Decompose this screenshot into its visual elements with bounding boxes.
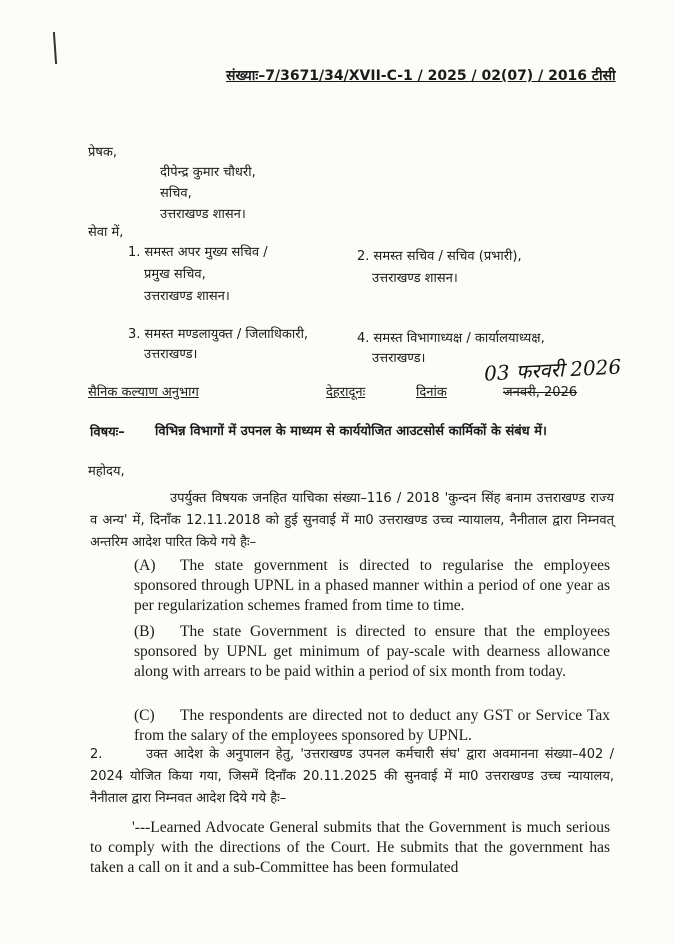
order-c-text: The respondents are directed not to deduct any GST or Service Tax from the salary of the employees sponsored by UPNL.: [134, 707, 610, 744]
recipient-1-line2: प्रमुख सचिव,: [144, 267, 206, 282]
date-printed: जनवरी, 2026: [503, 385, 578, 400]
sender-name: दीपेन्द्र कुमार चौधरी,: [160, 165, 256, 180]
order-b-text: The state Government is directed to ensure that the employees sponsored by UPNL get minimum of pay-scale with dearness allowance along with arrears to be paid within a period of six month from today.: [134, 623, 610, 680]
place: देहरादूनः: [326, 385, 366, 400]
paragraph-2: [90, 744, 614, 810]
order-c: [134, 706, 610, 746]
paragraph-1: उपर्युक्त विषयक जनहित याचिका संख्या–116 / 2018 'कुन्दन सिंह बनाम उत्तराखण्ड राज्य व अन्य' में, दिनाँक 12.11.2018 को हुई सुनवाई में मा0 उत्तराखण्ड उच्च न्यायालय, नैनीताल द्वारा निम्नवत् अन्तरिम आदेश पारित किये गये हैः–: [90, 491, 614, 550]
recipient-1-line3: उत्तराखण्ड शासन।: [144, 289, 230, 304]
date-label: दिनांक: [416, 385, 447, 400]
subject-label: विषयः–: [90, 425, 125, 440]
recipient-2-line1: 2. समस्त सचिव / सचिव (प्रभारी),: [357, 249, 522, 264]
recipients-label: सेवा में,: [88, 225, 124, 240]
recipient-1-line1: 1. समस्त अपर मुख्य सचिव /: [128, 245, 268, 260]
handwritten-date: 03 फरवरी 2026: [483, 354, 622, 386]
order-a-text: The state government is directed to regularise the employees sponsored through UPNL in a phased manner within a period of one year as per regularization schemes framed from time to time.: [134, 557, 610, 614]
order-a-label: (A): [134, 557, 156, 574]
paragraph-2-number: 2.: [90, 747, 103, 762]
subject-text: विभिन्न विभागों में उपनल के माध्यम से कार्ययोजित आउटसोर्स कार्मिकों के संबंध में।: [155, 424, 547, 439]
recipient-3-line1: 3. समस्त मण्डलायुक्त / जिलाधिकारी,: [128, 327, 309, 342]
salutation: महोदय,: [88, 464, 125, 479]
pen-mark: [53, 32, 57, 64]
court-quote: '---Learned Advocate General submits that the Government is much serious to comply with the directions of the Court. He submits that the government has taken a call on it and a sub-Committee has been formulated: [90, 819, 610, 876]
recipient-4-line2: उत्तराखण्ड।: [372, 351, 426, 366]
order-a: [134, 556, 610, 616]
section-name: सैनिक कल्याण अनुभाग: [88, 385, 199, 400]
recipient-2-line2: उत्तराखण्ड शासन।: [372, 271, 458, 286]
order-b: [134, 622, 610, 682]
order-b-label: (B): [134, 623, 155, 640]
reference-number: संख्याः–7/3671/34/XVII-C-1 / 2025 / 02(07) / 2016 टीसी: [226, 68, 616, 84]
sender-designation: सचिव,: [160, 186, 192, 201]
recipient-4-line1: 4. समस्त विभागाध्यक्ष / कार्यालयाध्यक्ष,: [357, 331, 545, 346]
order-c-label: (C): [134, 707, 155, 724]
sender-office: उत्तराखण्ड शासन।: [160, 207, 246, 222]
sender-label: प्रेषक,: [88, 145, 118, 160]
recipient-3-line2: उत्तराखण्ड।: [144, 347, 198, 362]
paragraph-2-text: उक्त आदेश के अनुपालन हेतु, 'उत्तराखण्ड उपनल कर्मचारी संघ' द्वारा अवमानना संख्या–402 / 2024 योजित किया गया, जिसमें दिनाँक 20.11.2025 की सुनवाई में मा0 उत्तराखण्ड उच्च न्यायालय, नैनीताल द्वारा निम्नवत आदेश दिये गये हैः–: [90, 747, 614, 806]
